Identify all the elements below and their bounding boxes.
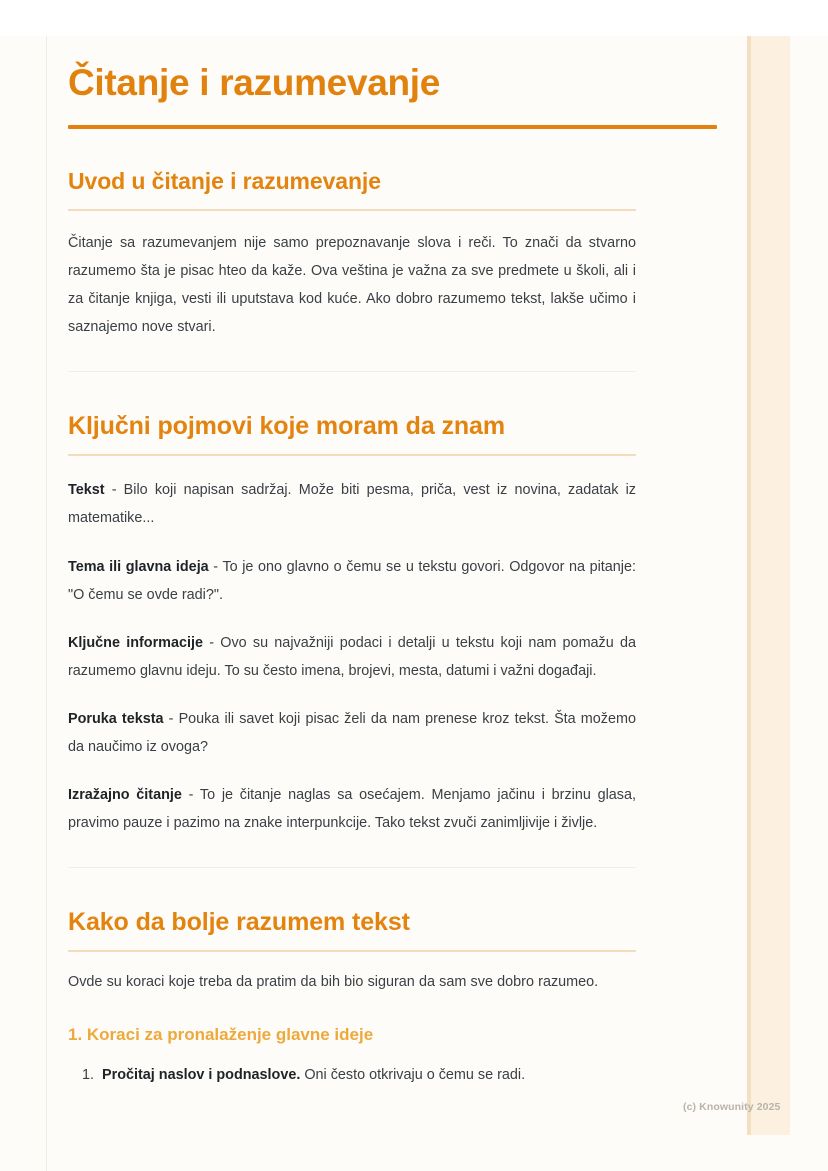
section-kako-razumem	[68, 868, 636, 1089]
step-rest: Oni često otkrivaju o čemu se radi.	[300, 1067, 526, 1084]
copyright-watermark: (c) Knowunity 2025	[683, 1101, 781, 1113]
term-definition: Ovo su najvažniji podaci i detalji u tekstu koji nam pomažu da razumemo glavnu ideju. To su često imena, brojevi, mesta, datumi i važni događaji.	[68, 634, 636, 679]
section-kljucni-pojmovi	[68, 372, 636, 868]
section-uvod	[68, 129, 636, 372]
term-name: Poruka teksta	[68, 710, 164, 727]
term-definition: Pouka ili savet koji pisac želi da nam prenese kroz tekst. Šta možemo da naučimo iz ovoga?	[68, 710, 636, 755]
term-name: Ključne informacije	[68, 634, 203, 651]
step-lead: Pročitaj naslov i podnaslove.	[102, 1067, 301, 1084]
term-entry	[68, 685, 636, 761]
term-dash: -	[208, 558, 223, 575]
right-decorative-band	[747, 36, 790, 1135]
term-definition: To je čitanje naglas sa osećajem. Menjamo jačinu i brzinu glasa, pravimo pauze i pazimo na znake interpunkcije. Tako tekst zvuči zanimljivije i življe.	[68, 786, 636, 832]
term-dash: -	[163, 710, 179, 727]
subsection-heading-koraci: 1. Koraci za pronalaženje glavne ideje	[68, 1025, 374, 1045]
understanding-paragraph: Ovde su koraci koje treba da pratim da bih bio siguran da sam sve dobro razumeo.	[68, 974, 599, 991]
term-dash: -	[104, 482, 124, 499]
term-entry	[68, 761, 636, 837]
intro-paragraph: Čitanje sa razumevanjem nije samo prepoznavanje slova i reči. To znači da stvarno razumemo šta je pisac hteo da kaže. Ova veština je važna za sve predmete u školi, ali i za čitanje knjiga, vesti ili uputstava kod kuće. Ako dobro razumemo tekst, lakše učimo i saznajemo nove stvari.	[68, 235, 636, 336]
term-dash: -	[181, 786, 200, 803]
term-entry	[68, 609, 636, 685]
term-name: Tekst	[68, 482, 105, 499]
term-entry	[68, 533, 636, 609]
term-name: Izražajno čitanje	[68, 786, 182, 803]
section-heading-pojmovi: Ključni pojmovi koje moram da znam	[68, 412, 505, 441]
steps-list	[68, 1045, 636, 1089]
term-definition: Bilo koji napisan sadržaj. Može biti pesma, priča, vest iz novina, zadatak iz matematike...	[68, 482, 636, 527]
section-heading-kako: Kako da bolje razumem tekst	[68, 908, 410, 937]
term-name: Tema ili glavna ideja	[68, 558, 209, 575]
paper-seam-line	[46, 36, 47, 1171]
page-title: Čitanje i razumevanje	[68, 62, 441, 103]
document-content	[68, 0, 636, 1090]
term-definition: To je ono glavno o čemu se u tekstu govori. Odgovor na pitanje: "O čemu se ovde radi?".	[68, 558, 636, 603]
term-dash: -	[202, 634, 221, 651]
term-entry	[68, 456, 636, 532]
list-item	[98, 1061, 636, 1089]
section-heading-uvod: Uvod u čitanje i razumevanje	[68, 168, 381, 195]
right-band-edge-stripe	[747, 36, 751, 1135]
